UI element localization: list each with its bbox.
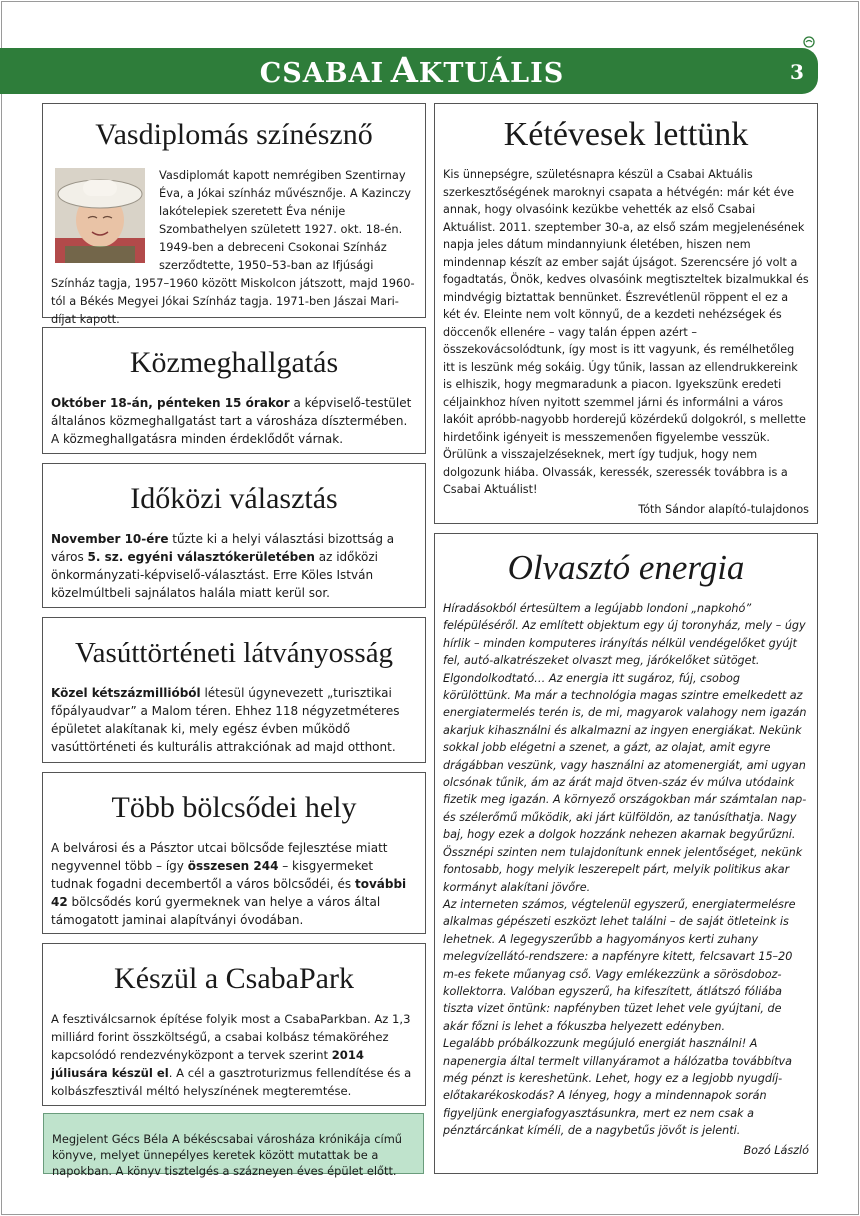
article-text (51, 1010, 417, 1100)
article-text (51, 684, 417, 756)
article-csabapark (42, 943, 426, 1106)
masthead-part2: A (390, 50, 419, 91)
bold-text: összesen 244 (187, 859, 279, 873)
article-text (51, 394, 417, 448)
plain-text: A belvárosi és a Pásztor utcai bölcsőde fejlesztése miatt negyvennel több – így (51, 841, 388, 873)
article-title: Vasdiplomás színésznő (95, 118, 373, 151)
swirl-icon (803, 36, 815, 48)
article-kozmeghallgatas (42, 327, 426, 454)
notice-text: Megjelent Gécs Béla A békéscsabai városháza krónikája című könyve, melyet ünnepélyes keretek között mutattak be a napokban. A könyv tisztelgés a százneyen éves épület előtt. (52, 1132, 403, 1179)
article-title: Kétévesek lettünk (503, 116, 749, 153)
article-title: Készül a CsabaPark (114, 962, 354, 995)
signature: Bozó László (743, 1143, 809, 1157)
bold-text: Közel kétszázmillióból (51, 686, 201, 700)
plain-text: létesül úgynevezett „turisztikai főpályaudvar” a Malom téren. Ehhez 118 négyzetméteres épületet alakítanak ki, mely egész évben működő vasúttörténeti és kulturális attrakciónak ad majd otthont. (51, 686, 400, 754)
masthead-part1: CSABAI (259, 58, 385, 89)
bold-text: 5. sz. egyéni választókerületében (87, 550, 315, 564)
bold-text: további 42 (51, 877, 407, 909)
paragraph: Legalább próbálkozzunk megújuló energiát használni! A napenergia által termelt villanyáramot a hálózatba továbbítva még pénzt is kereshetünk. Lehet, hogy ez a legjobb nyugdíj-előtakarékoskodás? A lényeg, hogy a mindennapok során figyeljünk energiafogyasztásunkra, mert ez nem csak a pénztárcánkat kíméli, de a nagybetűs jövőt is jelenti. (443, 1037, 793, 1138)
article-idokozi (42, 463, 426, 608)
plain-text: A fesztiválcsarnok építése folyik most a CsabaParkban. Az 1,3 milliárd forint összköltségű, a csabai kolbász témaköréhez kapcsolódó rendezvényközpont a tervek szerint (51, 1012, 411, 1062)
article-vasut (42, 617, 426, 763)
article-text: Vasdiplomát kapott nemrégiben Szentirnay Éva, a Jókai színház művésznője. A Kazinczy lakótelepiek szeretett Éva nénije Szombathelyen született 1927. okt. 18-én. 1949-ben a debreceni Csokonai Színház szerződtette, 1950–53-ban az Ifjúsági Színház tagja, 1957–1960 között Miskolcon játszott, majd 1960-tól a Békés Megyei Jókai Színház tagja. 1971-ben Jászai Mari-díjat kapott. (51, 168, 415, 326)
book-notice (43, 1113, 424, 1179)
article-bolcsode (42, 772, 426, 934)
plain-text: – kisgyermeket tudnak fogadni decembertől a város bölcsődéi, és (51, 859, 374, 891)
plain-text: . A cél a gasztroturizmus fellendítése és a kolbászfesztivál méltó helyszínének megteremtése. (51, 1066, 412, 1098)
article-title: Vasúttörténeti látványosság (74, 637, 394, 669)
article-olvaszto (434, 533, 818, 1174)
plain-text: tűzte ki a helyi választási bizottság a város (51, 532, 395, 564)
paragraph: Híradásokból értesültem a legújabb londoni „napkohó” felépüléséről. Az említett objektum egy új toronyház, mely – úgy hírlik – minden komputeres irányítás nélkül vendégelőket gyújt fel, autó-alkatrészeket olvaszt meg, járókelőket sütöget. Elgondolkodtató… Az energia itt sugároz, fúj, csobog körülöttünk. Ma már a technológia magas szintre emelkedett az energiatermelés terén is, de mi, magyarok valahogy nem igazán akarjuk kihasználni és alkalmazni az ingyen energiákat. Nekünk sokkal jobb elégetni a szenet, a gázt, az olajat, amit egyre drágábban veszünk, vagy használni az atomenergiát, ami ugyan olcsónak tűnik, ám az árát majd ötven-száz év múlva utódaink fizetik meg igazán. A környező országokban már számtalan nap- és szélerőmű működik, aki járt külföldön, az tanúsíthatja. Nagy baj, hogy ezek a dolgok hozzánk nehezen akarnak begyűrűzni. Össznépi szinten nem tulajdonítunk ennek jelentőséget, nekünk fontosabb, hogy melyik leszerepelt párt, melyik politikus akar kormányt alakítani jövőre. (443, 602, 807, 894)
plain-text: bölcsődés korú gyermeknek van helye a város által támogatott jaminai alapítványi óvodában. (51, 895, 381, 927)
article-title: Időközi választás (130, 482, 338, 515)
article-text (51, 839, 417, 929)
article-body (443, 166, 809, 518)
article-body (51, 166, 417, 328)
article-text: Kis ünnepségre, születésnapra készül a Csabai Aktuális szerkesztőségének maroknyi csapata a hétvégén: már két éve annak, hogy olvasóink kezükbe vehették az első Csabai Aktuálist. 2011. szeptember 30-a, az első szám megjelenésének napja jeles dátum mindannyiunk életében, hiszen nem mindennap készít az ember saját újságot. Szerencsére jó volt a fogadtatás, Önök, kedves olvasóink megtiszteltek bizalmukkal és mindvégig biztattak bennünket. Észrevétlenül röppent el ez a két év. Eleinte nem volt könnyű, de a kezdeti nehézségek és döccenők ellenére – vagy talán éppen azért – összekovácsolódtunk, így most is itt vagyunk, és remélhetőleg itt is leszünk még sokáig. Úgy tűnik, lassan az ellendrukkereink is elhiszik, hogy megmaradunk a piacon. Igyekszünk eredeti céljainkhoz híven nyitott szemmel járni és informálni a város lakóit apróbb-nagyobb horderejű közérdekű dolgokról, s mellette hirdetőink igényeit is messzemenően figyelembe vesszük. (443, 168, 809, 444)
article-body (443, 600, 809, 1159)
masthead-part3: KTUÁLIS (418, 58, 565, 89)
page-number: 3 (790, 60, 804, 84)
article-vasdiplomas (42, 103, 426, 326)
article-title: Olvasztó energia (507, 548, 745, 587)
portrait-photo (55, 168, 145, 263)
paragraph: Az interneten számos, végtelenül egyszerű, energiatermelésre alkalmas gépészeti eszközt lehet találni – de saját ötleteink is lehetnek. A legegyszerűbb a hagyományos kerti zuhany melegvízellátó-rendszere: a napfényre kitett, felcsavart 15–20 m-es fekete műanyag cső. Vagy emlékezzünk a sörösdoboz-kollektorra. Valóban egyszerű, ha kifeszített, átlátszó fóliába tiszta vizet öntünk: napfényben tüzet lehet vele gyújtani, de akár főzni is lehet a fókuszba helyezett edényben. (443, 897, 796, 1033)
article-ketevesek (434, 103, 818, 524)
article-title: Közmeghallgatás (129, 346, 339, 379)
article-title: Több bölcsődei hely (111, 791, 357, 824)
bold-text: Október 18-án, pénteken 15 órakor (51, 396, 290, 410)
bold-text: November 10-ére (51, 532, 169, 546)
article-text (51, 530, 417, 602)
bold-text: 2014 júliusára készül el (51, 1048, 364, 1080)
masthead (252, 50, 572, 91)
plain-text: a képviselő-testület általános közmeghallgatást tart a városháza dísztermében. A közmeghallgatásra minden érdeklődőt várnak. (51, 396, 412, 446)
signature: Tóth Sándor alapító-tulajdonos (638, 502, 809, 516)
plain-text: az időközi önkormányzati-képviselő-választást. Erre Köles István közelmúltbeli sajnálatos halála miatt kerül sor. (51, 550, 378, 600)
article-text-2: Örülünk a visszajelzéseknek, mert így tudjuk, hogy nem dolgozunk hiába. Olvassák, keressék, szeressék továbbra is a Csabai Aktuálist! (443, 448, 788, 496)
